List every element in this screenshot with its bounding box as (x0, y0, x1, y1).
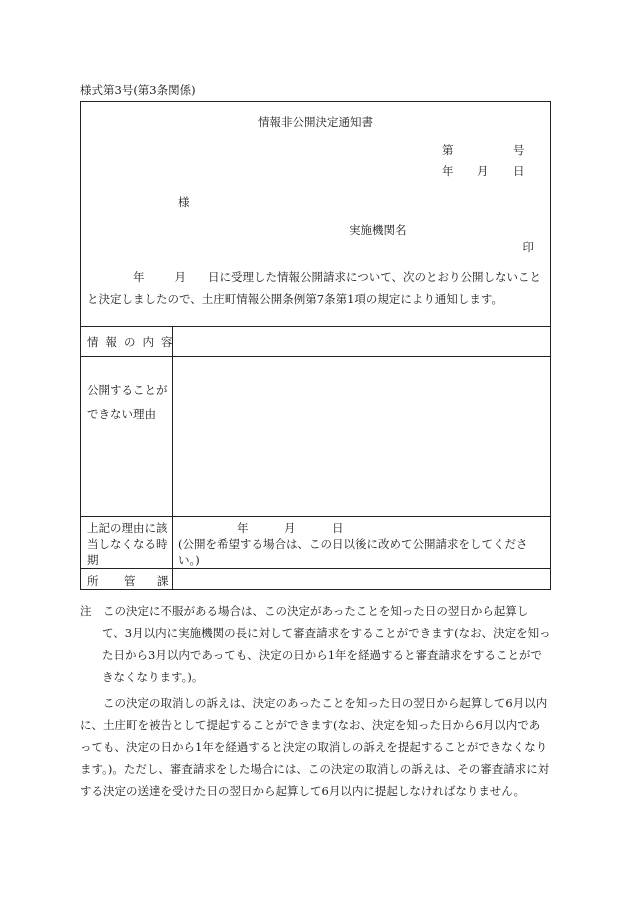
date-day: 日 (513, 164, 525, 178)
document-number-prefix: 第 (442, 143, 454, 157)
dept-label-3: 課 (157, 574, 169, 588)
expiry-label-line-3: 期 (87, 553, 99, 567)
reason-label-line-2: できない理由 (87, 407, 156, 421)
expiry-day: 日 (332, 521, 344, 535)
content-label: 情報の内容 (87, 335, 180, 349)
date-month: 月 (477, 164, 489, 178)
dept-label-2: 管 (124, 574, 136, 588)
note-1 (80, 600, 551, 688)
notice-body (87, 266, 544, 310)
form-label: 様式第3号(第3条関係) (80, 83, 196, 97)
column-divider (172, 326, 173, 590)
row-divider-1 (81, 356, 550, 357)
date-year: 年 (442, 164, 454, 178)
notice-body-line-1 (87, 266, 544, 288)
body-text-continued: 日に受理した情報公開請求について、次のとおり公開しないこと (208, 270, 542, 284)
table-top-border (81, 326, 550, 327)
expiry-month: 月 (284, 521, 296, 535)
note-2: この決定の取消しの訴えは、決定のあったことを知った日の翌日から起算して6月以内に、土庄町を被告として提起することができます(なお、決定を知った日から6月以内であっても、決定の日から1年を経過すると決定の取消しの訴えを提起することができなくなります。)。ただし、審査請求をした場合には、この決定の取消しの訴えは、その審査請求に対する決定の送達を受けた日の翌日から起算して6月以内に提起しなければなりません。 (80, 696, 550, 798)
content-value (178, 330, 546, 354)
expiry-note-line-2: い。) (178, 553, 200, 567)
seal-mark: 印 (522, 240, 534, 254)
expiry-note-line-1: (公開を希望する場合は、この日以後に改めて公開請求をしてくださ (178, 537, 528, 551)
expiry-label-line-1: 上記の理由に該 (87, 521, 168, 535)
row-divider-2 (81, 516, 550, 517)
notes-section (80, 600, 551, 802)
document-title: 情報非公開決定通知書 (258, 115, 373, 129)
addressee-suffix: 様 (178, 195, 190, 209)
dept-value (178, 570, 546, 588)
notice-form-frame (80, 101, 551, 590)
reason-value (178, 360, 546, 512)
row-divider-3 (81, 568, 550, 569)
note-1-prefix: 注 (80, 604, 92, 618)
document-number-suffix: 号 (513, 143, 525, 157)
body-year: 年 (133, 270, 145, 284)
agency-name-label: 実施機関名 (349, 223, 407, 237)
expiry-year: 年 (237, 521, 249, 535)
reason-label-line-1: 公開することが (87, 383, 168, 397)
expiry-label-line-2: 当しなくなる時 (87, 537, 168, 551)
body-month: 月 (174, 270, 186, 284)
notice-body-line-2: と決定しましたので、土庄町情報公開条例第7条第1項の規定により通知します。 (87, 292, 503, 306)
note-1-text: この決定に不服がある場合は、この決定があったことを知った日の翌日から起算して、3月以内に実施機関の長に対して審査請求をすることができます(なお、決定を知った日から3月以内であっても、決定の日から1年を経過すると審査請求をすることができなくなります。)。 (102, 604, 551, 684)
dept-label-1: 所 (87, 574, 99, 588)
